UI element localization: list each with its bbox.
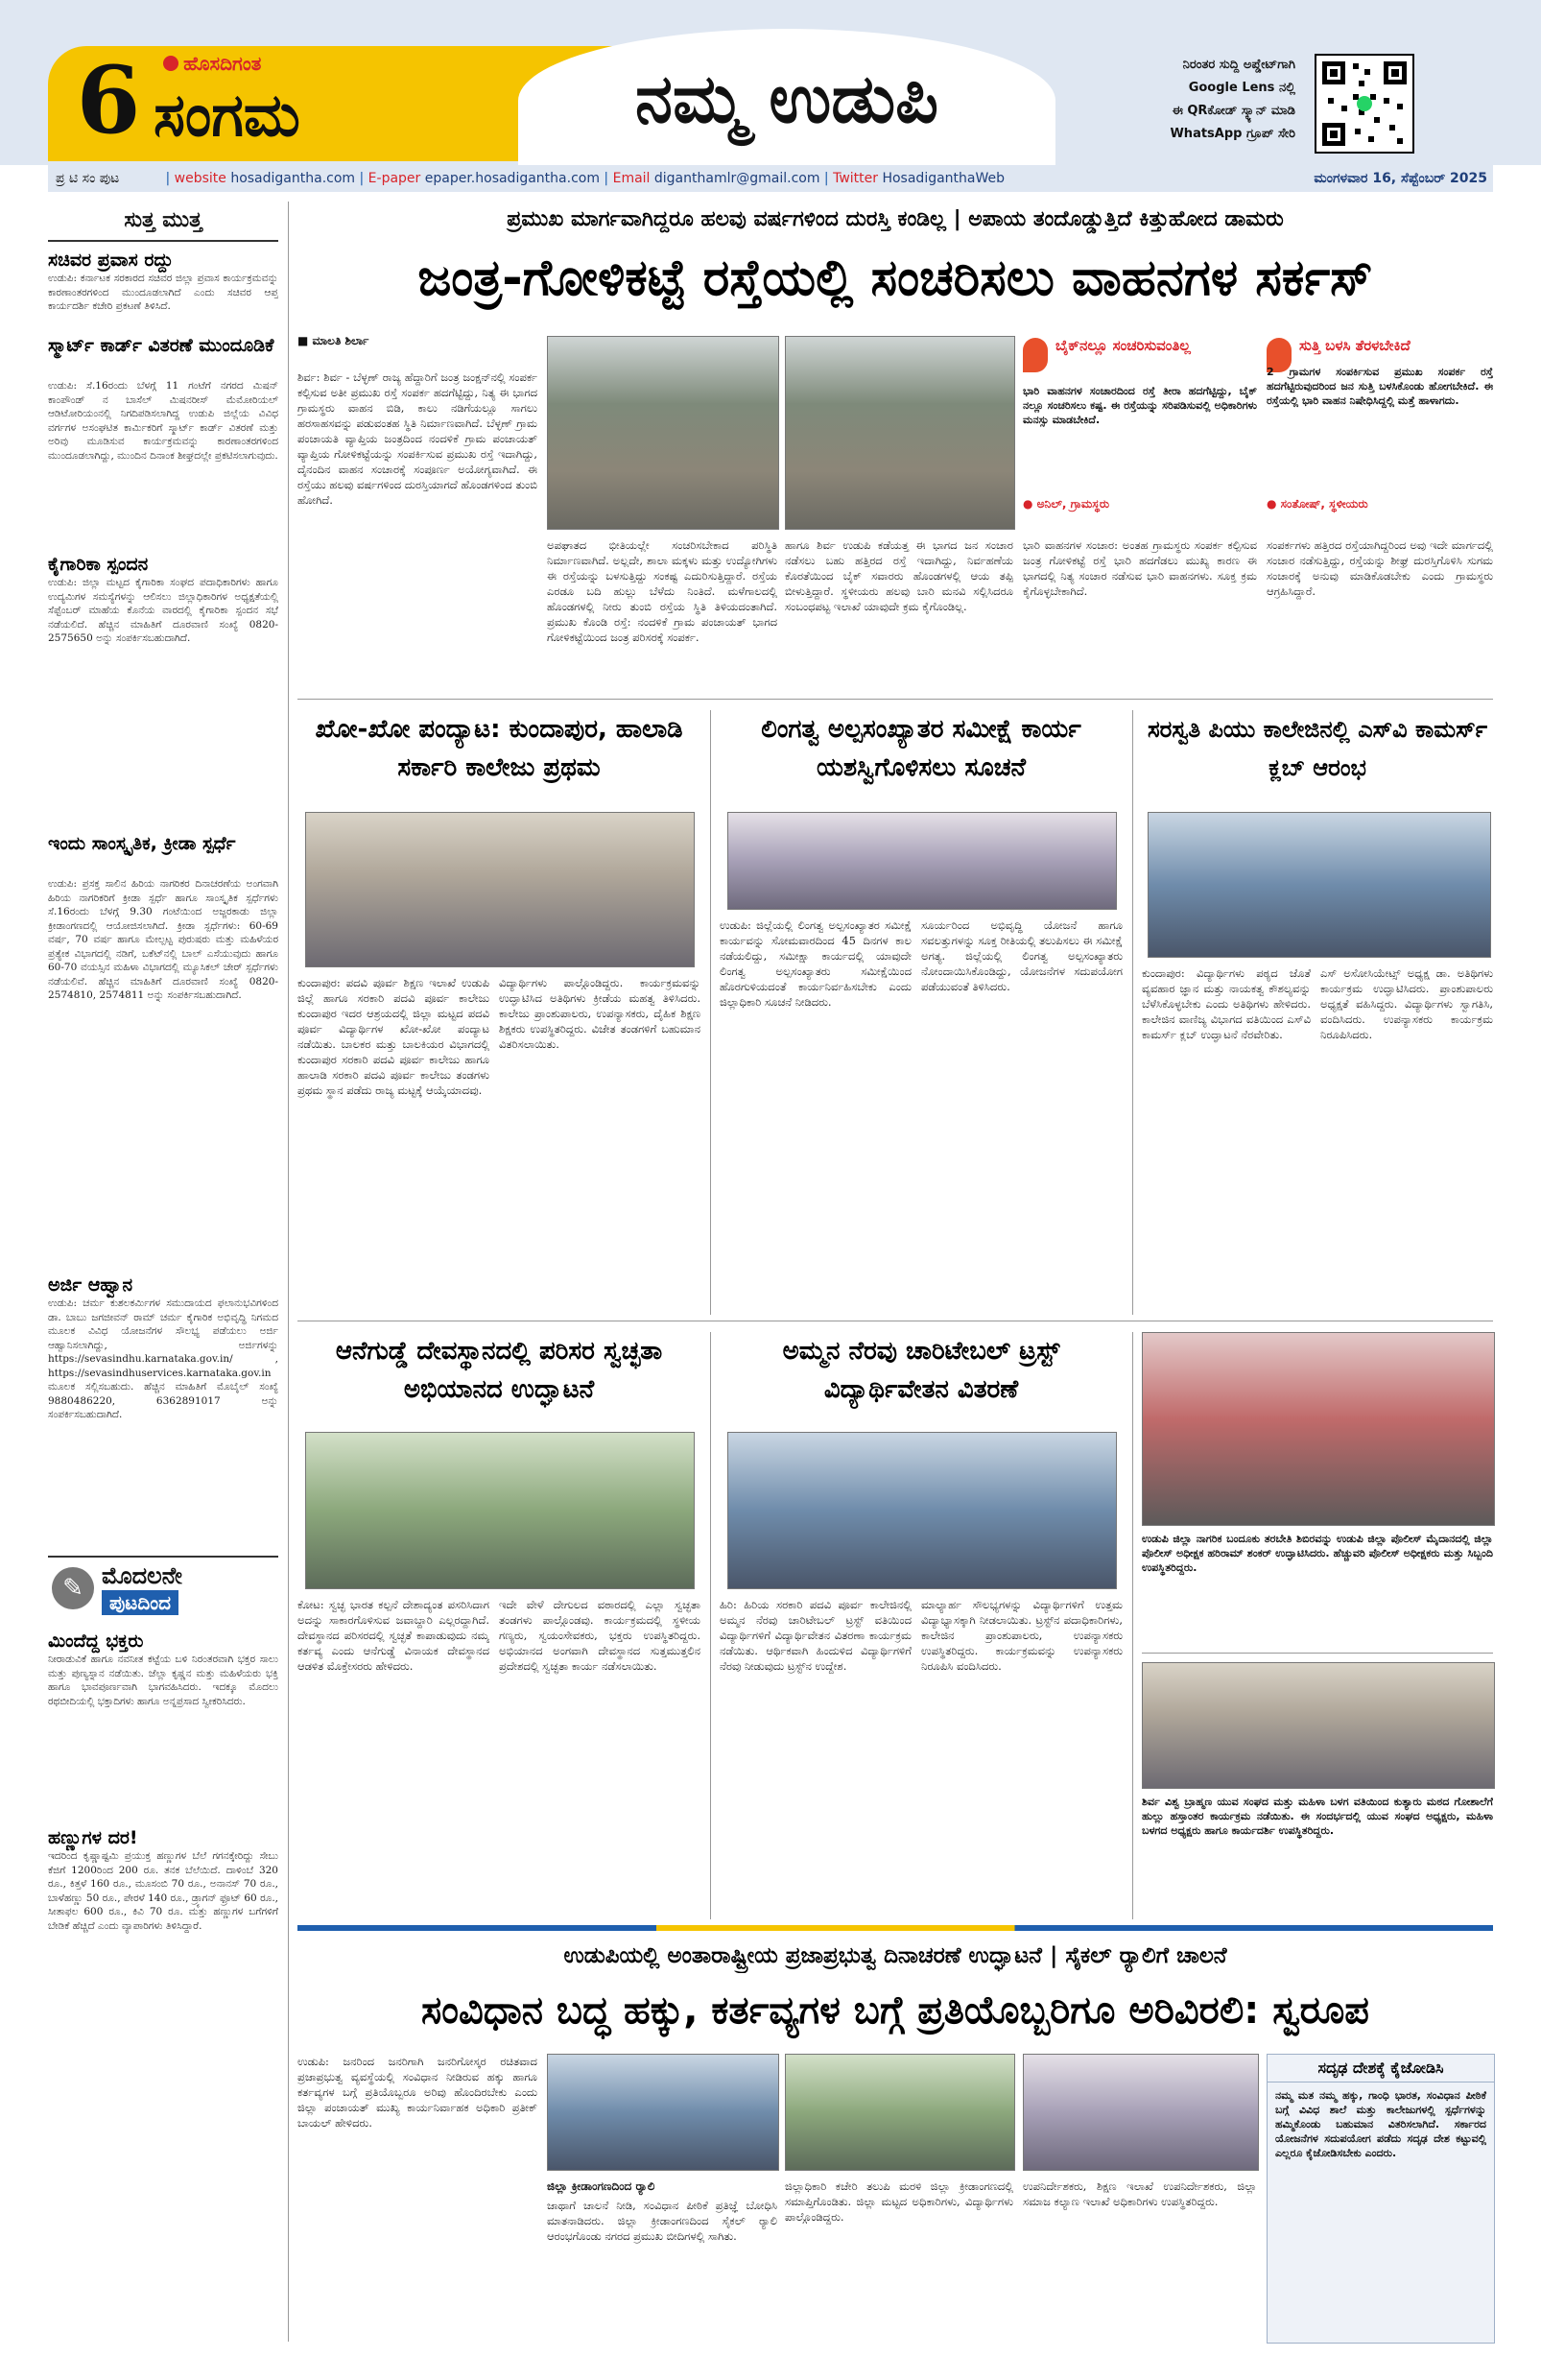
quote-icon	[1023, 338, 1048, 372]
sidebar-header: ಸುತ್ತ ಮುತ್ತ	[48, 202, 278, 242]
bottom-column-3: ಜಿಲ್ಲಾಧಿಕಾರಿ ಕಚೇರಿ ತಲುಪಿ ಮರಳಿ ಜಿಲ್ಲಾ ಕ್ರೀಡಾಂಗಣದಲ್ಲಿ ಸಮಾಪ್ತಿಗೊಂಡಿತು. ಜಿಲ್ಲಾ ಮಟ್ಟದ ಅಧಿಕಾರಿಗಳು, ವಿದ್ಯಾರ್ಥಿಗಳು ಪಾಲ್ಗೊಂಡಿದ್ದರು.	[785, 2179, 1013, 2224]
epaper-label: E-paper	[367, 171, 421, 186]
quote-2-title: ಸುತ್ತಿ ಬಳಸಿ ತೆರಳಬೇಕಿದೆ	[1299, 337, 1411, 354]
sidebar-item-text: ಉಡುಪಿ: ಕರ್ನಾಟಕ ಸರಕಾರದ ಸಚಿವರ ಜಿಲ್ಲಾ ಪ್ರವಾಸ ಕಾರ್ಯಕ್ರಮವನ್ನು ಕಾರಣಾಂತರಗಳಿಂದ ಮುಂದೂಡಲಾಗಿದೆ ಎಂದು ಸಚಿವರ ಆಪ್ತ ಕಾರ್ಯದರ್ಶಿ ಕಚೇರಿ ಪ್ರಕಟಣೆ ತಿಳಿಸಿದೆ.	[48, 273, 278, 312]
road-photo-1	[547, 336, 779, 530]
commerce-club-column-1: ಕುಂದಾಪುರ: ವಿದ್ಯಾರ್ಥಿಗಳು ಪಠ್ಯದ ಜೊತೆ ವ್ಯವಹಾರ ಜ್ಞಾನ ಮತ್ತು ನಾಯಕತ್ವ ಕೌಶಲ್ಯವನ್ನು ಬೆಳೆಸಿಕೊಳ್ಳಬೇಕು ಎಂದು ಅತಿಥಿಗಳು ಹೇಳಿದರು. ಕಾಲೇಜಿನ ವಾಣಿಜ್ಯ ವಿಭಾಗದ ವತಿಯಿಂದ ಎಸ್‌ವಿ ಕಾಮರ್ಸ್ ಕ್ಲಬ್ ಉದ್ಘಾಟನೆ ನೆರವೇರಿತು.	[1142, 966, 1311, 1041]
promo-line-2: Google Lens ನಲ್ಲಿ	[1188, 81, 1295, 95]
date-line: ಮಂಗಳವಾರ 16, ಸೆಪ್ಟೆಂಬರ್ 2025	[1103, 165, 1493, 192]
section-title: ಸಂಗಮ	[154, 80, 300, 150]
road-photo-2	[785, 336, 1015, 530]
bottom-kicker: ಉಡುಪಿಯಲ್ಲಿ ಅಂತಾರಾಷ್ಟ್ರೀಯ ಪ್ರಜಾಪ್ರಭುತ್ವ ದಿನಾಚರಣೆ ಉದ್ಘಾಟನೆ | ಸೈಕಲ್ ರ್‍ಯಾಲಿಗೆ ಚಾಲನೆ	[563, 1943, 1227, 1968]
sidebar-item	[48, 250, 278, 327]
website-label: website	[174, 171, 226, 186]
community-group-caption: ಶಿರ್ವ ವಿಶ್ವ ಬ್ರಾಹ್ಮಣ ಯುವ ಸಂಘದ ಮತ್ತು ಮಹಿಳಾ ಬಳಗ ವತಿಯಿಂದ ಕುತ್ಯಾರು ಮಠದ ಗೋಶಾಲೆಗೆ ಹುಲ್ಲು ಹಸ್ತಾಂತರ ಕಾರ್ಯಕ್ರಮ ನಡೆಯಿತು. ಈ ಸಂದರ್ಭದಲ್ಲಿ ಯುವ ಸಂಘದ ಅಧ್ಯಕ್ಷರು, ಮಹಿಳಾ ಬಳಗದ ಅಧ್ಯಕ್ಷರು ಹಾಗೂ ಕಾರ್ಯದರ್ಶಿ ಉಪಸ್ಥಿತರಿದ್ದರು.	[1142, 1796, 1493, 1837]
page-title: ನಮ್ಮ ಉಡುಪಿ	[635, 60, 938, 138]
brand-name: ಹೊಸದಿಗಂತ	[183, 52, 262, 75]
sidebar-item-title: ಸ್ಮಾರ್ಟ್ ಕಾರ್ಡ್ ವಿತರಣೆ ಮುಂದೂಡಿಕೆ	[48, 335, 274, 356]
temple-column-2: ಇದೇ ವೇಳೆ ದೇಗುಲದ ವಠಾರದಲ್ಲಿ ಎಲ್ಲಾ ಸ್ವಚ್ಛತಾ ತಂಡಗಳು ಪಾಲ್ಗೊಂಡವು. ಕಾರ್ಯಕ್ರಮದಲ್ಲಿ ಸ್ಥಳೀಯ ಗಣ್ಯರು, ಸ್ವಯಂಸೇವಕರು, ಭಕ್ತರು ಉಪಸ್ಥಿತರಿದ್ದರು. ಅಭಿಯಾನದ ಅಂಗವಾಗಿ ದೇವಸ್ಥಾನದ ಸುತ್ತಮುತ್ತಲಿನ ಪ್ರದೇಶದಲ್ಲಿ ಸ್ವಚ್ಛತಾ ಕಾರ್ಯ ನಡೆಸಲಾಯಿತು.	[499, 1598, 700, 1673]
temple-photo	[305, 1432, 695, 1589]
lead-column-4: ಭಾರಿ ವಾಹನಗಳ ಸಂಚಾರ: ಅಂತಹ ಗ್ರಾಮಸ್ಥರು ಸಂಪರ್ಕ ಕಲ್ಪಿಸುವ ಜಂತ್ರ ಗೋಳಿಕಟ್ಟೆ ರಸ್ತೆ ಭಾರಿ ಹದಗೆಡಲು ಮುಖ್ಯ ಕಾರಣ ಈ ಭಾಗದಲ್ಲಿ ನಿತ್ಯ ಸಂಚಾರ ನಡೆಸುವ ಭಾರಿ ವಾಹನಗಳು. ಸೂಕ್ತ ಕ್ರಮ ಕೈಗೊಳ್ಳಬೇಕಾಗಿದೆ.	[1023, 538, 1257, 598]
edition-label: ಪ್ರ ಟಿ ಸಂ ಪುಟ	[56, 171, 120, 186]
sidebar-divider	[288, 202, 289, 2342]
brand-mark-icon	[163, 56, 178, 71]
lead-byline: ■ ಮಾಲತಿ ಶಿರ್ಲಾ	[297, 334, 369, 347]
sidebar-item-title: ಇಂದು ಸಾಂಸ್ಕೃತಿಕ, ಕ್ರೀಡಾ ಸ್ಪರ್ಧೆ	[48, 833, 236, 854]
divider-row-1	[297, 699, 1493, 700]
lead-column-2: ಅಪಘಾತದ ಭೀತಿಯಲ್ಲೇ ಸಂಚರಿಸಬೇಕಾದ ಪರಿಸ್ಥಿತಿ ನಿರ್ಮಾಣವಾಗಿದೆ. ಅಲ್ಲದೇ, ಶಾಲಾ ಮಕ್ಕಳು ಮತ್ತು ಉದ್ಯೋಗಿಗಳು ಈ ರಸ್ತೆಯನ್ನು ಬಳಸುತ್ತಿದ್ದು ಸಂಕಷ್ಟ ಎದುರಿಸುತ್ತಿದ್ದಾರೆ. ರಸ್ತೆಯ ಎರಡೂ ಬದಿ ಹುಲ್ಲು ಬೆಳೆದು ನಿಂತಿದೆ. ಮಳೆಗಾಲದಲ್ಲಿ ಹೊಂಡಗಳಲ್ಲಿ ನೀರು ತುಂಬಿ ರಸ್ತೆಯ ಸ್ಥಿತಿ ತಿಳಿಯದಂತಾಗಿದೆ. ಪ್ರಮುಖ ಕೊಂಡಿ ರಸ್ತೆ: ನಂದಳಿಕೆ ಗ್ರಾಮ ಪಂಚಾಯತ್ ಭಾಗದ ಗೋಳಿಕಟ್ಟೆಯಿಂದ ಜಂತ್ರ ಪರಿಸರಕ್ಕೆ ಸಂಪರ್ಕ.	[547, 538, 777, 644]
kho-kho-column-2: ವಿದ್ಯಾರ್ಥಿಗಳು ಪಾಲ್ಗೊಂಡಿದ್ದರು. ಕಾರ್ಯಕ್ರಮವನ್ನು ಉದ್ಘಾಟಿಸಿದ ಅತಿಥಿಗಳು ಕ್ರೀಡೆಯ ಮಹತ್ವ ತಿಳಿಸಿದರು. ಕಾಲೇಜು ಪ್ರಾಂಶುಪಾಲರು, ಉಪನ್ಯಾಸಕರು, ದೈಹಿಕ ಶಿಕ್ಷಣ ಶಿಕ್ಷಕರು ಉಪಸ್ಥಿತರಿದ್ದರು. ವಿಜೇತ ತಂಡಗಳಿಗೆ ಬಹುಮಾನ ವಿತರಿಸಲಾಯಿತು.	[499, 976, 700, 1051]
divider-col	[710, 1332, 711, 1919]
rally-photo-2	[785, 2054, 1015, 2171]
sidebar-item-title: ಅರ್ಜಿ ಆಹ್ವಾನ	[48, 1274, 133, 1296]
brand-logo	[163, 52, 384, 77]
survey-column-1: ಉಡುಪಿ: ಜಿಲ್ಲೆಯಲ್ಲಿ ಲಿಂಗತ್ವ ಅಲ್ಪಸಂಖ್ಯಾತರ ಸಮೀಕ್ಷೆ ಕಾರ್ಯವನ್ನು ಸೋಮವಾರದಿಂದ 45 ದಿನಗಳ ಕಾಲ ನಡೆಯಲಿದ್ದು, ಸಮೀಕ್ಷಾ ಕಾರ್ಯದಲ್ಲಿ ಯಾವುದೇ ಲಿಂಗತ್ವ ಅಲ್ಪಸಂಖ್ಯಾತರು ಸಮೀಕ್ಷೆಯಿಂದ ಹೊರಗುಳಿಯದಂತೆ ಕಾರ್ಯನಿರ್ವಹಿಸಬೇಕು ಎಂದು ಜಿಲ್ಲಾಧಿಕಾರಿ ಸೂಚನೆ ನೀಡಿದರು.	[720, 918, 912, 1009]
pen-icon: ✎	[52, 1567, 94, 1609]
sidebar-item	[48, 833, 278, 1267]
temple-headline: ಆನೆಗುಡ್ಡೆ ದೇವಸ್ಥಾನದಲ್ಲಿ ಪರಿಸರ ಸ್ವಚ್ಛತಾ ಅಭಿಯಾನದ ಉದ್ಘಾಟನೆ	[335, 1337, 663, 1404]
quote-box-2	[1267, 336, 1493, 528]
divider-col	[710, 710, 711, 1315]
quote-2-text: 2 ಗ್ರಾಮಗಳ ಸಂಪರ್ಕಿಸುವ ಪ್ರಮುಖ ಸಂಪರ್ಕ ರಸ್ತೆ ಹದಗೆಟ್ಟಿರುವುದರಿಂದ ಜನ ಸುತ್ತಿ ಬಳಸಿಕೊಂಡು ಹೋಗಬೇಕಿದೆ. ಈ ರಸ್ತೆಯಲ್ಲಿ ಭಾರಿ ವಾಹನ ನಿಷೇಧಿಸಿದ್ದಲ್ಲಿ ಮತ್ತೆ ಹಾಳಾಗದು.	[1267, 366, 1493, 407]
divider-photo	[1142, 1653, 1493, 1654]
survey-column-2: ಸೂರ್ಯರಿಂದ ಅಭಿವೃದ್ಧಿ ಯೋಜನೆ ಹಾಗೂ ಸವಲತ್ತುಗಳನ್ನು ಸೂಕ್ತ ರೀತಿಯಲ್ಲಿ ತಲುಪಿಸಲು ಈ ಸಮೀಕ್ಷೆ ಅಗತ್ಯ. ಜಿಲ್ಲೆಯಲ್ಲಿ ಲಿಂಗತ್ವ ಅಲ್ಪಸಂಖ್ಯಾತರು ನೋಂದಾಯಿಸಿಕೊಂಡಿದ್ದು, ಯೋಜನೆಗಳ ಸದುಪಯೋಗ ಪಡೆಯುವಂತೆ ತಿಳಿಸಿದರು.	[921, 918, 1123, 993]
sidebar-item-title: ಕೈಗಾರಿಕಾ ಸ್ಪಂದನ	[48, 554, 149, 575]
promo-line-3: ಈ QRಕೋಡ್ ಸ್ಕ್ಯಾನ್ ಮಾಡಿ	[1172, 104, 1295, 118]
sidebar-item-title: ಸಚಿವರ ಪ್ರವಾಸ ರದ್ದು	[48, 250, 174, 271]
sidebox	[1267, 2054, 1495, 2344]
sidebar-item	[48, 1274, 278, 1546]
first-page-label-1: ಮೊದಲನೇ	[102, 1562, 182, 1589]
scholarship-photo	[727, 1432, 1117, 1589]
lead-kicker: ಪ್ರಮುಖ ಮಾರ್ಗವಾಗಿದ್ದರೂ ಹಲವು ವರ್ಷಗಳಿಂದ ದುರಸ್ತಿ ಕಂಡಿಲ್ಲ | ಅಪಾಯ ತಂದೊಡ್ಡುತ್ತಿದೆ ಕಿತ್ತುಹೋದ ಡಾಮರು	[507, 207, 1284, 231]
first-page-banner	[48, 1556, 278, 1619]
sidebar-item-text: ನೀರಾಡುವಿಕೆ ಹಾಗೂ ನವನೀತ ಕಟ್ಟೆಯ ಬಳಿ ನಿರಂತರವಾಗಿ ಭಕ್ತರ ಸಾಲು ಮತ್ತು ಪುಣ್ಯಸ್ನಾನ ನಡೆಯಿತು. ಜೆಲ್ಲಾ ಕೃಷ್ಣನ ಮತ್ತು ಮಹಿಳೆಯರು ಭಕ್ತಿ ಹಾಗೂ ಭಾವಪೂರ್ಣವಾಗಿ ಭಾಗವಹಿಸಿದರು. ಇದಕ್ಕೂ ಮೊದಲು ರಥಬೀದಿಯಲ್ಲಿ ಭಕ್ತಾದಿಗಳು ಹಾಗೂ ಅನ್ನಪ್ರಸಾದ ಸ್ವೀಕರಿಸಿದರು.	[48, 1654, 278, 1707]
first-page-label-2: ಪುಟದಿಂದ	[102, 1590, 178, 1615]
sidebox-text: ನಮ್ಮ ಮತ ನಮ್ಮ ಹಕ್ಕು, ಗಾಂಧಿ ಭಾರತ, ಸಂವಿಧಾನ ಪೀಠಿಕೆ ಬಗ್ಗೆ ವಿವಿಧ ಶಾಲೆ ಮತ್ತು ಕಾಲೇಜುಗಳಲ್ಲಿ ಸ್ಪರ್ಧೆಗಳನ್ನು ಹಮ್ಮಿಕೊಂಡು ಬಹುಮಾನ ವಿತರಿಸಲಾಗಿದೆ. ಸರ್ಕಾರದ ಯೋಜನೆಗಳ ಸದುಪಯೋಗ ಪಡೆದು ಸದೃಢ ದೇಶ ಕಟ್ಟುವಲ್ಲಿ ಎಲ್ಲರೂ ಕೈಜೋಡಿಸಬೇಕು ಎಂದರು.	[1275, 2089, 1486, 2159]
qr-promo	[1055, 54, 1295, 150]
sidebar	[48, 202, 278, 2342]
bottom-color-strip	[297, 1925, 1493, 1931]
lead-column-5: ಸಂಪರ್ಕಗಳು ಹತ್ತಿರದ ರಸ್ತೆಯಾಗಿದ್ದರಿಂದ ಅವು ಇದೇ ಮಾರ್ಗದಲ್ಲಿ ಸಂಚಾರ ನಡೆಸುತ್ತಿದ್ದು, ರಸ್ತೆಯನ್ನು ಶೀಘ್ರ ದುರಸ್ತಿಗೊಳಿಸಿ ಸುಗಮ ಸಂಚಾರಕ್ಕೆ ಅನುವು ಮಾಡಿಕೊಡಬೇಕು ಎಂದು ಗ್ರಾಮಸ್ಥರು ಆಗ್ರಹಿಸಿದ್ದಾರೆ.	[1267, 538, 1493, 598]
sidebar-item-text: ಇದರಿಂದ ಕೃಷ್ಣಾಷ್ಟಮಿ ಪ್ರಯುಕ್ತ ಹಣ್ಣುಗಳ ಬೆಲೆ ಗಗನಕ್ಕೇರಿದ್ದು ಸೇಬು ಕೆಜಿಗೆ 1200ರಿಂದ 200 ರೂ. ತನಕ ಬೆಲೆಯಿದೆ. ದಾಳಿಂಬೆ 320 ರೂ., ಕಿತ್ತಳೆ 160 ರೂ., ಮೂಸಂಬಿ 70 ರೂ., ಅನಾನಸ್ 70 ರೂ., ಬಾಳೆಹಣ್ಣು 50 ರೂ., ಪೇರಳೆ 140 ರೂ., ಡ್ರ್ಯಾಗನ್ ಫ್ರೂಟ್ 60 ರೂ., ಸೀತಾಫಲ 600 ರೂ., ಕಿವಿ 70 ರೂ. ಮತ್ತು ಹಣ್ಣುಗಳ ಬಗೆಗಳಿಗೆ ಬೇಡಿಕೆ ಹೆಚ್ಚಿದೆ ಎಂದು ವ್ಯಾಪಾರಿಗಳು ತಿಳಿಸಿದ್ದಾರೆ.	[48, 1850, 278, 1932]
promo-line-4: WhatsApp ಗ್ರೂಪ್ ಸೇರಿ	[1170, 127, 1295, 141]
email-link[interactable]: diganthamlr@gmail.com	[653, 171, 820, 186]
sidebar-item	[48, 554, 278, 825]
kho-kho-headline: ಖೋ-ಖೋ ಪಂದ್ಯಾಟ: ಕುಂದಾಪುರ, ಹಾಲಾಡಿ ಸರ್ಕಾರಿ ಕಾಲೇಜು ಪ್ರಥಮ	[315, 715, 683, 782]
temple-column-1: ಕೋಟ: ಸ್ವಚ್ಛ ಭಾರತ ಕಲ್ಪನೆ ದೇಶಾದ್ಯಂತ ಪಸರಿಸಿದಾಗ ಅದನ್ನು ಸಾಕಾರಗೊಳಿಸುವ ಜವಾಬ್ದಾರಿ ಎಲ್ಲರದ್ದಾಗಿದೆ. ದೇವಸ್ಥಾನದ ಪರಿಸರದಲ್ಲಿ ಸ್ವಚ್ಛತೆ ಕಾಪಾಡುವುದು ನಮ್ಮ ಕರ್ತವ್ಯ ಎಂದು ಆನೆಗುಡ್ಡೆ ವಿನಾಯಕ ದೇವಸ್ಥಾನದ ಆಡಳಿತ ಮೊಕ್ತೇಸರರು ಹೇಳಿದರು.	[297, 1598, 489, 1673]
lead-column-1: ಶಿರ್ವ: ಶಿರ್ವ - ಬೆಳ್ಳಣ್ ರಾಜ್ಯ ಹೆದ್ದಾರಿಗೆ ಜಂತ್ರ ಜಂಕ್ಷನ್‌ನಲ್ಲಿ ಸಂಪರ್ಕ ಕಲ್ಪಿಸುವ ಅತೀ ಪ್ರಮುಖ ರಸ್ತೆ ಸಂಪರ್ಕ ಹದಗೆಟ್ಟಿದ್ದು, ನಿತ್ಯ ಈ ಭಾಗದ ಗ್ರಾಮಸ್ಥರು ವಾಹನ ಬಿಡಿ, ಕಾಲು ನಡಿಗೆಯಲ್ಲೂ ಸಾಗಲು ಹರಸಾಹಸವನ್ನು ಪಡುವಂತಹ ಸ್ಥಿತಿ ನಿರ್ಮಾಣವಾಗಿದೆ. ಬೆಳ್ಳಣ್ ಗ್ರಾಮ ಪಂಚಾಯತಿ ವ್ಯಾಪ್ತಿಯ ಜಂತ್ರದಿಂದ ನಂದಳಿಕೆ ಗ್ರಾಮ ಪಂಚಾಯತ್ ವ್ಯಾಪ್ತಿಯ ಗೋಳಿಕಟ್ಟೆಯನ್ನು ಸಂಪರ್ಕಿಸುವ ಪ್ರಮುಖ ರಸ್ತೆ ಇದಾಗಿದ್ದು, ದೈನಂದಿನ ವಾಹನ ಸಂಚಾರಕ್ಕೆ ಸಂಪೂರ್ಣ ಅಯೋಗ್ಯವಾಗಿದೆ. ಈ ರಸ್ತೆಯು ಹಲವು ವರ್ಷಗಳಿಂದ ದುರಸ್ತಿಯಾಗದೆ ಹೊಂಡಗಳಿಂದ ತುಂಬಿ ಹೋಗಿದೆ.	[297, 370, 537, 507]
sidebar-item-text: ಉಡುಪಿ: ಜಿಲ್ಲಾ ಮಟ್ಟದ ಕೈಗಾರಿಕಾ ಸಂಘದ ಪದಾಧಿಕಾರಿಗಳು ಹಾಗೂ ಉದ್ಯಮಿಗಳ ಸಮಸ್ಯೆಗಳನ್ನು ಆಲಿಸಲು ಜಿಲ್ಲಾಧಿಕಾರಿಗಳ ಅಧ್ಯಕ್ಷತೆಯಲ್ಲಿ ಸೆಪ್ಟೆಂಬರ್ ಮಾಹೆಯ ಕೊನೆಯ ವಾರದಲ್ಲಿ ಕೈಗಾರಿಕಾ ಸ್ಪಂದನ ಸಭೆ ನಡೆಯಲಿದೆ. ಹೆಚ್ಚಿನ ಮಾಹಿತಿಗೆ ದೂರವಾಣಿ ಸಂಖ್ಯೆ 0820-2575650 ಅನ್ನು ಸಂಪರ್ಕಿಸಬಹುದಾಗಿದೆ.	[48, 577, 278, 644]
scholarship-column-2: ಮಾಲ್ಯಾರ್ಹ ಸೌಲಭ್ಯಗಳನ್ನು ವಿದ್ಯಾರ್ಥಿಗಳಿಗೆ ಉತ್ತಮ ವಿದ್ಯಾಭ್ಯಾಸಕ್ಕಾಗಿ ನೀಡಲಾಯಿತು. ಟ್ರಸ್ಟ್‌ನ ಪದಾಧಿಕಾರಿಗಳು, ಕಾಲೇಜಿನ ಪ್ರಾಂಶುಪಾಲರು, ಉಪನ್ಯಾಸಕರು ಉಪಸ್ಥಿತರಿದ್ದರು. ಕಾರ್ಯಕ್ರಮವನ್ನು ಉಪನ್ಯಾಸಕರು ನಿರೂಪಿಸಿ ವಂದಿಸಿದರು.	[921, 1598, 1123, 1673]
survey-photo	[727, 812, 1117, 910]
survey-headline: ಲಿಂಗತ್ವ ಅಲ್ಪಸಂಖ್ಯಾತರ ಸಮೀಕ್ಷೆ ಕಾರ್ಯ ಯಶಸ್ವಿಗೊಳಿಸಲು ಸೂಚನೆ	[761, 715, 1081, 782]
epaper-link[interactable]: epaper.hosadigantha.com	[424, 171, 600, 186]
rally-photo-1	[547, 2054, 779, 2171]
police-photo	[1142, 1332, 1495, 1526]
divider-col	[1132, 710, 1133, 1315]
website-link[interactable]: hosadigantha.com	[230, 171, 356, 186]
bottom-column-1: ಉಡುಪಿ: ಜನರಿಂದ ಜನರಿಗಾಗಿ ಜನರಿಗೋಸ್ಕರ ರಚಿತವಾದ ಪ್ರಜಾಪ್ರಭುತ್ವ ವ್ಯವಸ್ಥೆಯಲ್ಲಿ ಸಂವಿಧಾನ ನೀಡಿರುವ ಹಕ್ಕು ಹಾಗೂ ಕರ್ತವ್ಯಗಳ ಬಗ್ಗೆ ಪ್ರತಿಯೊಬ್ಬರೂ ಅರಿವು ಹೊಂದಿರಬೇಕು ಎಂದು ಜಿಲ್ಲಾ ಪಂಚಾಯತ್ ಮುಖ್ಯ ಕಾರ್ಯನಿರ್ವಾಹಕ ಅಧಿಕಾರಿ ಪ್ರತೀಕ್ ಬಾಯಲ್ ಹೇಳಿದರು.	[297, 2055, 537, 2130]
sidebar-item-text: ಉಡುಪಿ: ಪ್ರಸಕ್ತ ಸಾಲಿನ ಹಿರಿಯ ನಾಗರಿಕರ ದಿನಾಚರಣೆಯ ಅಂಗವಾಗಿ ಹಿರಿಯ ನಾಗರಿಕರಿಗೆ ಕ್ರೀಡಾ ಸ್ಪರ್ಧೆ ಹಾಗೂ ಸಾಂಸ್ಕೃತಿಕ ಸ್ಪರ್ಧೆಗಳು ಸೆ.16ರಂದು ಬೆಳಗ್ಗೆ 9.30 ಗಂಟೆಯಿಂದ ಅಜ್ಜರಕಾಡು ಜಿಲ್ಲಾ ಕ್ರೀಡಾಂಗಣದಲ್ಲಿ ಆಯೋಜಿಸಲಾಗಿದೆ. ಕ್ರೀಡಾ ಸ್ಪರ್ಧೆಗಳು: 60-69 ವರ್ಷ, 70 ವರ್ಷ ಹಾಗೂ ಮೇಲ್ಪಟ್ಟ ಪುರುಷರು ಮತ್ತು ಮಹಿಳೆಯರ ಪ್ರತ್ಯೇಕ ವಿಭಾಗದಲ್ಲಿ ನಡಿಗೆ, ಬಕೆಟ್‌ನಲ್ಲಿ ಬಾಲ್ ಎಸೆಯುವುದು ಹಾಗೂ 60-70 ವಯಸ್ಸಿನ ಮಹಿಳಾ ವಿಭಾಗದಲ್ಲಿ ಮ್ಯೂಸಿಕಲ್ ಚೇರ್ ಸ್ಪರ್ಧೆಗಳು ನಡೆಯಲಿವೆ. ಹೆಚ್ಚಿನ ಮಾಹಿತಿಗೆ ದೂರವಾಣಿ ಸಂಖ್ಯೆ 0820-2574810, 2574811 ಅನ್ನು ಸಂಪರ್ಕಿಸಬಹುದಾಗಿದೆ.	[48, 878, 278, 1001]
promo-line-1: ನಿರಂತರ ಸುದ್ದಿ ಅಪ್ಡೇಟ್‌ಗಾಗಿ	[1182, 58, 1295, 72]
scholarship-column-1: ಹಿರಿ: ಹಿರಿಯ ಸರಕಾರಿ ಪದವಿ ಪೂರ್ವ ಕಾಲೇಜಿನಲ್ಲಿ ಅಮ್ಮನ ನೆರವು ಚಾರಿಟೇಬಲ್ ಟ್ರಸ್ಟ್ ವತಿಯಿಂದ ವಿದ್ಯಾರ್ಥಿಗಳಿಗೆ ವಿದ್ಯಾರ್ಥಿವೇತನ ವಿತರಣಾ ಕಾರ್ಯಕ್ರಮ ನಡೆಯಿತು. ಆರ್ಥಿಕವಾಗಿ ಹಿಂದುಳಿದ ವಿದ್ಯಾರ್ಥಿಗಳಿಗೆ ನೆರವು ನೀಡುವುದು ಟ್ರಸ್ಟ್‌ನ ಉದ್ದೇಶ.	[720, 1598, 912, 1673]
quote-1-title: ಬೈಕ್‌ನಲ್ಲೂ ಸಂಚರಿಸುವಂತಿಲ್ಲ	[1055, 337, 1191, 354]
kho-kho-photo	[305, 812, 695, 967]
lead-headline: ಜಂತ್ರ-ಗೋಳಿಕಟ್ಟೆ ರಸ್ತೆಯಲ್ಲಿ ಸಂಚರಿಸಲು ವಾಹನಗಳ ಸರ್ಕಸ್	[417, 250, 1373, 307]
quote-1-text: ಭಾರಿ ವಾಹನಗಳ ಸಂಚಾರದಿಂದ ರಸ್ತೆ ತೀರಾ ಹದಗೆಟ್ಟಿದ್ದು, ಬೈಕ್ ನಲ್ಲೂ ಸಂಚರಿಸಲು ಕಷ್ಟ. ಈ ರಸ್ತೆಯನ್ನು ಸರಿಪಡಿಸುವಲ್ಲಿ ಅಧಿಕಾರಿಗಳು ಮನಸ್ಸು ಮಾಡಬೇಕಿದೆ.	[1023, 385, 1257, 426]
qr-code-icon[interactable]	[1315, 54, 1414, 154]
divider-col	[1132, 1332, 1133, 1919]
lead-column-3: ಹಾಗೂ ಶಿರ್ವ ಉಡುಪಿ ಕಡೆಯತ್ತ ಈ ಭಾಗದ ಜನ ಸಂಚಾರ ನಡೆಸಲು ಬಹು ಹತ್ತಿರದ ರಸ್ತೆ ಇದಾಗಿದ್ದು, ನಿರ್ವಹಣೆಯ ಕೊರತೆಯಿಂದ ಬೈಕ್ ಸವಾರರು ಹೊಂಡಗಳಲ್ಲಿ ಆಯ ತಪ್ಪಿ ಬೀಳುತ್ತಿದ್ದಾರೆ. ಸ್ಥಳೀಯರು ಹಲವು ಬಾರಿ ಮನವಿ ಸಲ್ಲಿಸಿದರೂ ಸಂಬಂಧಪಟ್ಟ ಇಲಾಖೆ ಯಾವುದೇ ಕ್ರಮ ಕೈಗೊಂಡಿಲ್ಲ.	[785, 538, 1013, 613]
commerce-club-photo	[1148, 812, 1491, 958]
sidebar-item	[48, 1630, 278, 1820]
sidebar-item	[48, 335, 278, 546]
commerce-club-column-2: ಎಸ್ ಅಸೋಸಿಯೇಟ್ಸ್ ಅಧ್ಯಕ್ಷ ಡಾ. ಅತಿಥಿಗಳು ಕಾರ್ಯಕ್ರಮ ಉದ್ಘಾಟಿಸಿದರು. ಪ್ರಾಂಶುಪಾಲರು ಅಧ್ಯಕ್ಷತೆ ವಹಿಸಿದ್ದರು. ವಿದ್ಯಾರ್ಥಿಗಳು ಸ್ವಾಗತಿಸಿ, ವಂದಿಸಿದರು. ಉಪನ್ಯಾಸಕರು ಕಾರ್ಯಕ್ರಮ ನಿರೂಪಿಸಿದರು.	[1320, 966, 1493, 1041]
sidebar-item	[48, 1827, 278, 2099]
quote-box-1	[1023, 336, 1257, 528]
email-label: Email	[612, 171, 651, 186]
sidebar-item-title: ಮಿಂದೆದ್ದ ಭಕ್ತರು	[48, 1630, 144, 1652]
bottom-column-4: ಉಪನಿರ್ದೇಶಕರು, ಶಿಕ್ಷಣ ಇಲಾಖೆ ಉಪನಿರ್ದೇಶಕರು, ಜಿಲ್ಲಾ ಸಮಾಜ ಕಲ್ಯಾಣ ಇಲಾಖೆ ಅಧಿಕಾರಿಗಳು ಉಪಸ್ಥಿತರಿದ್ದರು.	[1023, 2179, 1257, 2208]
scholarship-headline: ಅಮ್ಮನ ನೆರವು ಚಾರಿಟೇಬಲ್ ಟ್ರಸ್ಟ್ ವಿದ್ಯಾರ್ಥಿವೇತನ ವಿತರಣೆ	[782, 1337, 1060, 1404]
rally-subheading: ಜಿಲ್ಲಾ ಕ್ರೀಡಾಂಗಣದಿಂದ ರ್‍ಯಾಲಿ	[547, 2179, 655, 2193]
sidebox-title: ಸದೃಢ ದೇಶಕ್ಕೆ ಕೈಜೋಡಿಸಿ	[1268, 2055, 1494, 2082]
bottom-headline: ಸಂವಿಧಾನ ಬದ್ಧ ಹಕ್ಕು, ಕರ್ತವ್ಯಗಳ ಬಗ್ಗೆ ಪ್ರತಿಯೊಬ್ಬರಿಗೂ ಅರಿವಿರಲಿ: ಸ್ವರೂಪ	[421, 1988, 1369, 2033]
sidebar-item-title: ಹಣ್ಣುಗಳ ದರ!	[48, 1827, 138, 1848]
community-group-photo	[1142, 1662, 1495, 1789]
quote-2-byline: ● ಸಂತೋಷ್, ಸ್ಥಳೀಯರು	[1267, 497, 1368, 511]
twitter-link[interactable]: HosadiganthaWeb	[882, 171, 1006, 186]
kho-kho-column-1: ಕುಂದಾಪುರ: ಪದವಿ ಪೂರ್ವ ಶಿಕ್ಷಣ ಇಲಾಖೆ ಉಡುಪಿ ಜಿಲ್ಲೆ ಹಾಗೂ ಸರಕಾರಿ ಪದವಿ ಪೂರ್ವ ಕಾಲೇಜು ಕುಂದಾಪುರ ಇದರ ಆಶ್ರಯದಲ್ಲಿ ಜಿಲ್ಲಾ ಮಟ್ಟದ ಪದವಿ ಪೂರ್ವ ವಿದ್ಯಾರ್ಥಿಗಳ ಖೋ-ಖೋ ಪಂದ್ಯಾಟ ನಡೆಯಿತು. ಬಾಲಕರ ಮತ್ತು ಬಾಲಕಿಯರ ವಿಭಾಗದಲ್ಲಿ ಕುಂದಾಪುರ ಸರಕಾರಿ ಪದವಿ ಪೂರ್ವ ಕಾಲೇಜು ಹಾಗೂ ಹಾಲಾಡಿ ಸರಕಾರಿ ಪದವಿ ಪೂರ್ವ ಕಾಲೇಜು ತಂಡಗಳು ಪ್ರಥಮ ಸ್ಥಾನ ಪಡೆದು ರಾಜ್ಯ ಮಟ್ಟಕ್ಕೆ ಆಯ್ಕೆಯಾದವು.	[297, 976, 489, 1097]
page-number: 6	[76, 46, 141, 155]
bottom-column-2: ಜಾಥಾಗೆ ಚಾಲನೆ ನೀಡಿ, ಸಂವಿಧಾನ ಪೀಠಿಕೆ ಪ್ರತಿಜ್ಞೆ ಬೋಧಿಸಿ ಮಾತನಾಡಿದರು. ಜಿಲ್ಲಾ ಕ್ರೀಡಾಂಗಣದಿಂದ ಸೈಕಲ್ ರ್‍ಯಾಲಿ ಆರಂಭಗೊಂಡು ನಗರದ ಪ್ರಮುಖ ಬೀದಿಗಳಲ್ಲಿ ಸಾಗಿತು.	[547, 2199, 777, 2243]
rally-photo-3	[1023, 2054, 1259, 2171]
commerce-club-headline: ಸರಸ್ವತಿ ಪಿಯು ಕಾಲೇಜಿನಲ್ಲಿ ಎಸ್‌ವಿ ಕಾಮರ್ಸ್ ಕ್ಲಬ್ ಆರಂಭ	[1147, 716, 1488, 781]
sidebar-item-text: ಉಡುಪಿ: ಸೆ.16ರಂದು ಬೆಳಗ್ಗೆ 11 ಗಂಟೆಗೆ ನಗರದ ಮಿಷನ್ ಕಾಂಪೌಂಡ್ ನ ಬಾಸೆಲ್ ಮಿಷನರೀಸ್ ಮೆಮೋರಿಯಲ್ ಆಡಿಟೋರಿಯಂನಲ್ಲಿ ನಿಗದಿಪಡಿಸಲಾಗಿದ್ದ ಉಡುಪಿ ಜಿಲ್ಲೆಯ ವಿವಿಧ ವರ್ಗಗಳ ಅಸಂಘಟಿತ ಕಾರ್ಮಿಕರಿಗೆ ಸ್ಮಾರ್ಟ್ ಕಾರ್ಡ್ ವಿತರಣೆ ಮತ್ತು ಅರಿವು ಮೂಡಿಸುವ ಕಾರ್ಯಕ್ರಮವನ್ನು ಕಾರಣಾಂತರಗಳಿಂದ ಮುಂದೂಡಲಾಗಿದ್ದು, ಮುಂದಿನ ದಿನಾಂಕ ಶೀಘ್ರದಲ್ಲೇ ಪ್ರಕಟಿಸಲಾಗುವುದು.	[48, 380, 278, 462]
info-bar: ಪ್ರ ಟಿ ಸಂ ಪುಟ | website hosadigantha.com | E-paper epaper.hosadigantha.com | Email diganthamlr@gmail.com | Twitter HosadiganthaWeb	[48, 165, 1493, 192]
twitter-label: Twitter	[833, 171, 879, 186]
quote-1-byline: ● ಅನಿಲ್, ಗ್ರಾಮಸ್ಥರು	[1023, 497, 1110, 511]
police-caption: ಉಡುಪಿ ಜಿಲ್ಲಾ ನಾಗರಿಕ ಬಂದೂಕು ತರಬೇತಿ ಶಿಬಿರವನ್ನು ಉಡುಪಿ ಜಿಲ್ಲಾ ಪೊಲೀಸ್ ಮೈದಾನದಲ್ಲಿ ಜಿಲ್ಲಾ ಪೊಲೀಸ್ ಅಧೀಕ್ಷಕ ಹರಿರಾಮ್ ಶಂಕರ್ ಉದ್ಘಾಟಿಸಿದರು. ಹೆಚ್ಚುವರಿ ಪೊಲೀಸ್ ಅಧೀಕ್ಷಕರು ಮತ್ತು ಸಿಬ್ಬಂದಿ ಉಪಸ್ಥಿತರಿದ್ದರು.	[1142, 1533, 1493, 1574]
sidebar-item-text: ಉಡುಪಿ: ಚರ್ಮ ಕುಶಲಕರ್ಮಿಗಳ ಸಮುದಾಯದ ಫಲಾನುಭವಿಗಳಿಂದ ಡಾ. ಬಾಬು ಜಗಜೀವನ್ ರಾಮ್ ಚರ್ಮ ಕೈಗಾರಿಕ ಅಭಿವೃದ್ಧಿ ನಿಗಮದ ಮೂಲಕ ವಿವಿಧ ಯೋಜನೆಗಳ ಸೌಲಭ್ಯ ಪಡೆಯಲು ಅರ್ಜಿ ಆಹ್ವಾನಿಸಲಾಗಿದ್ದು, ಅರ್ಜಿಗಳನ್ನು https://sevasindhu.karnataka.gov.in/ , https://sevasindhuservices.karnataka.gov.in ಮೂಲಕ ಸಲ್ಲಿಸಬಹುದು. ಹೆಚ್ಚಿನ ಮಾಹಿತಿಗೆ ಮೊಬೈಲ್ ಸಂಖ್ಯೆ 9880486220, 6362891017 ಅನ್ನು ಸಂಪರ್ಕಿಸಬಹುದಾಗಿದೆ.	[48, 1297, 278, 1420]
